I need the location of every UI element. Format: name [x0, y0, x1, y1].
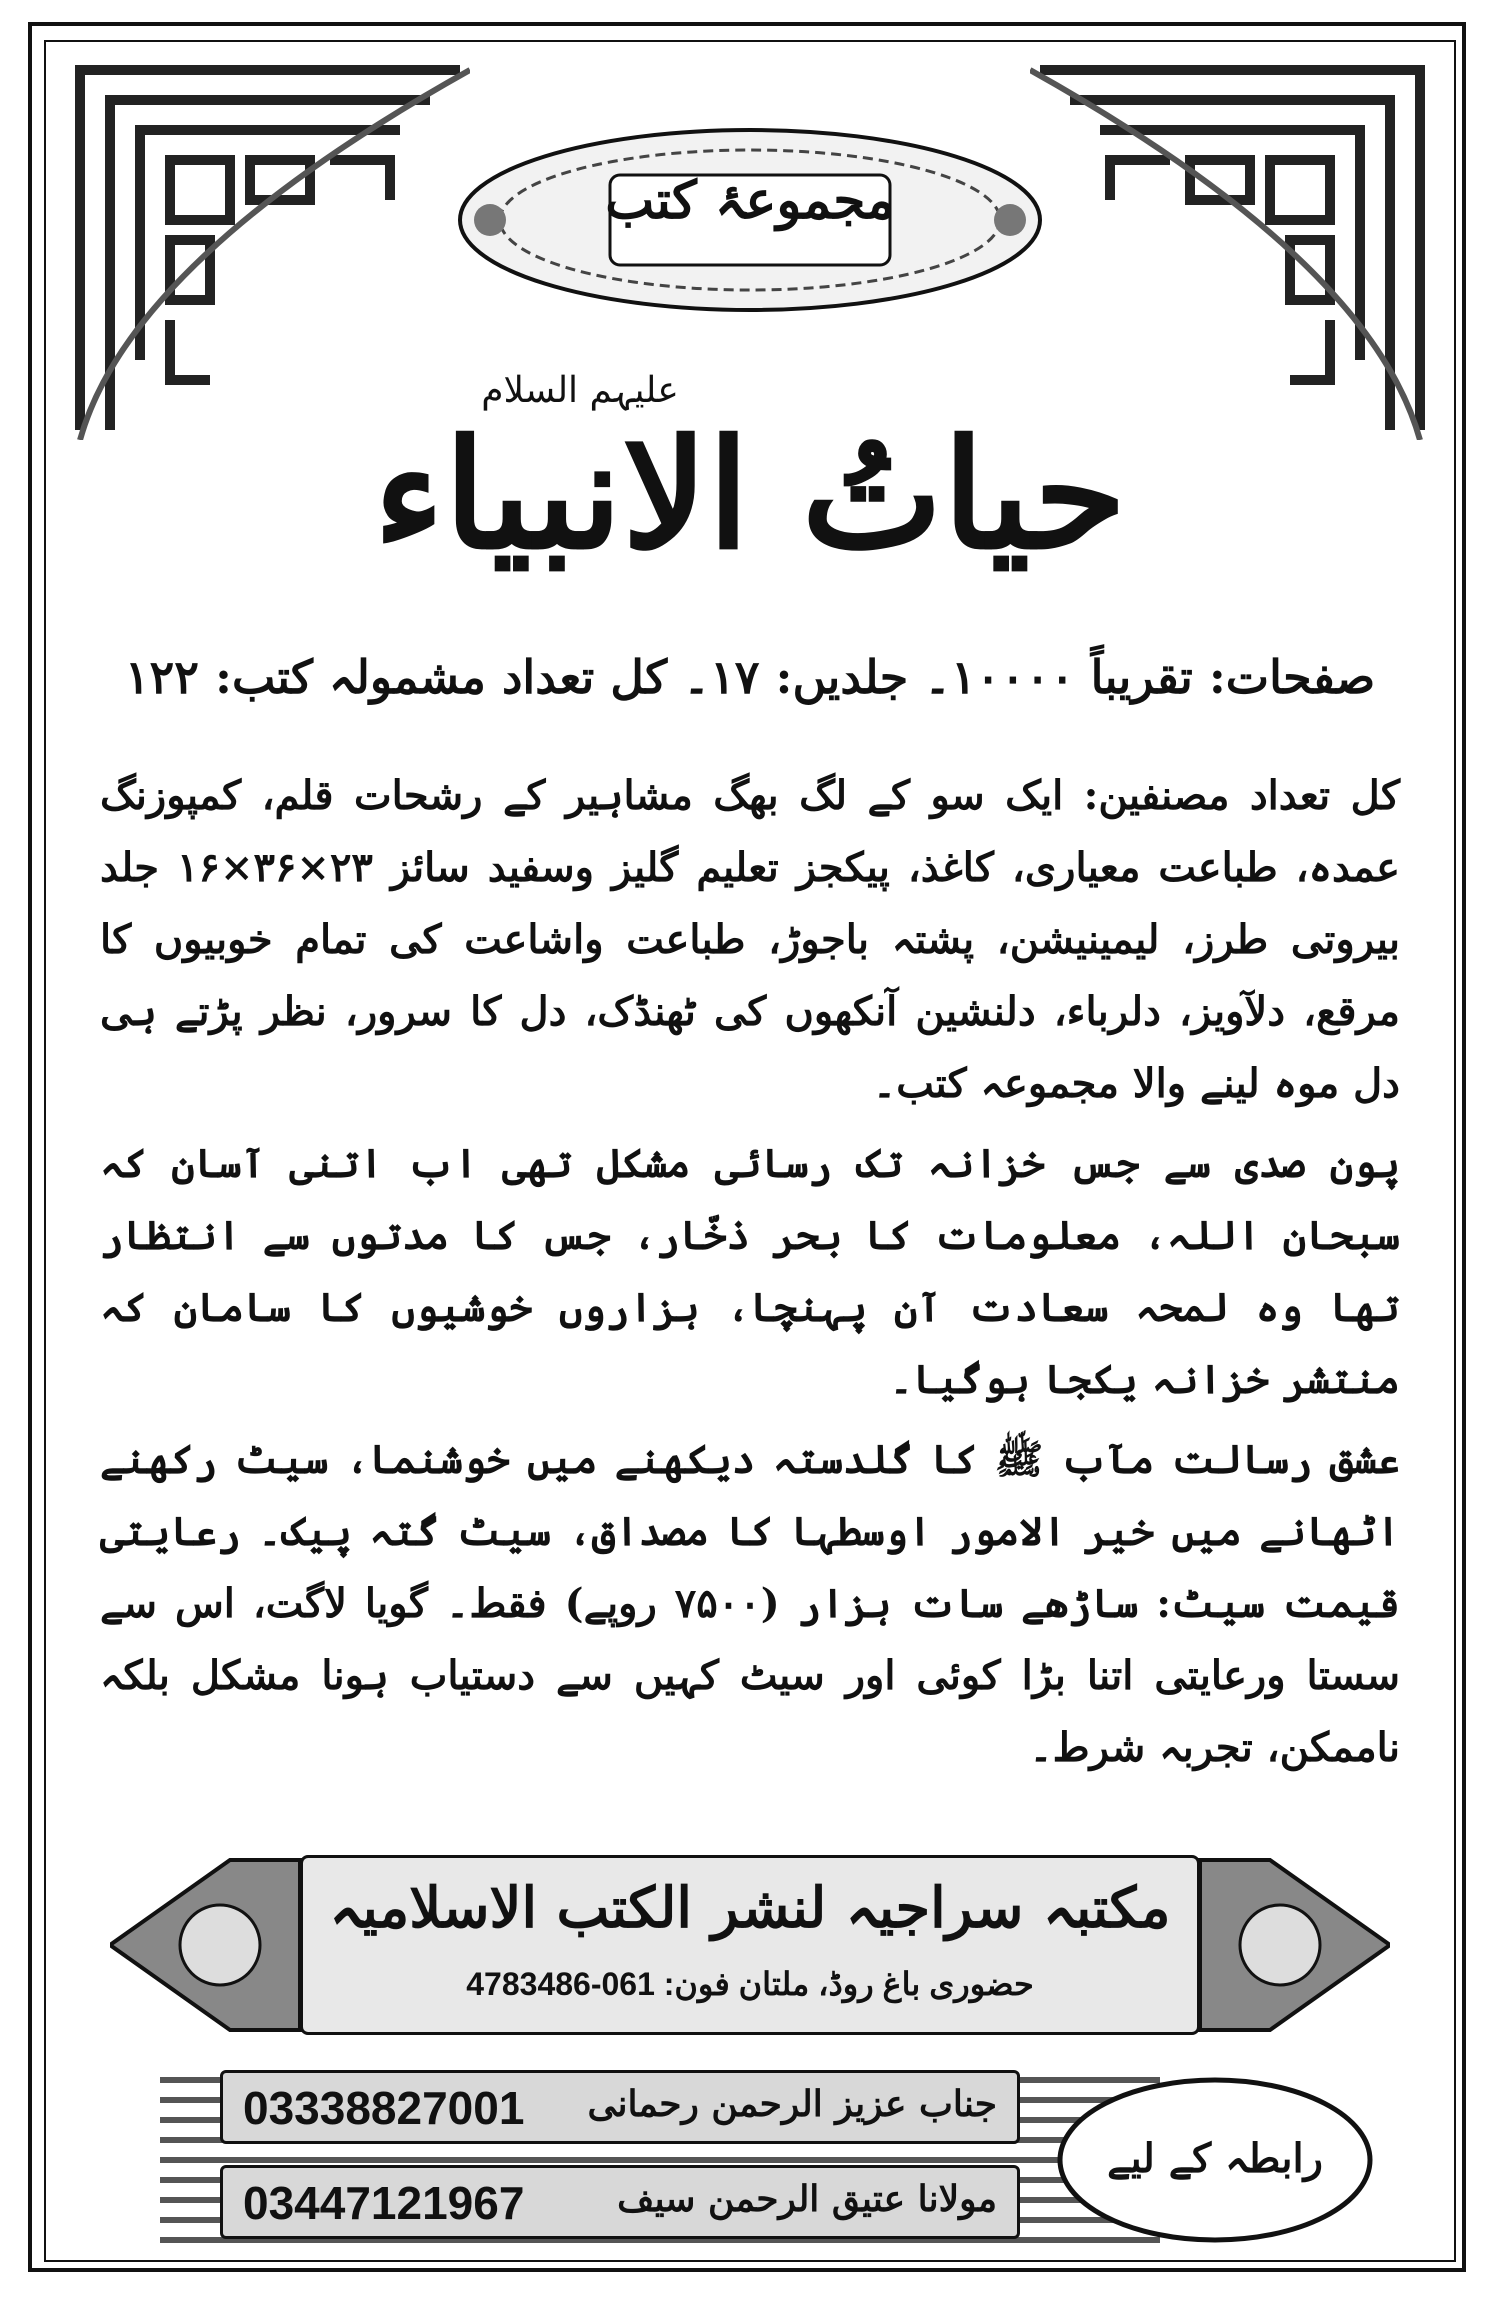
contact-row-2: [220, 2165, 1020, 2239]
contact-name-1: جناب عزیز الرحمن رحمانی: [587, 2083, 997, 2125]
paragraph-3: عشق رسالت مآب ﷺ کا گلدستہ دیکھنے میں خوشنما، سیٹ رکھنے اٹھانے میں خیر الامور اوسطہا کا مصداق، سیٹ گتہ پیک۔ رعایتی قیمت سیٹ: ساڑھے سات ہزار (۷۵۰۰ روپے) فقط۔ گویا لاگت، اس سے سستا ورعایتی اتنا بڑا کوئی اور سیٹ کہیں سے دستیاب ہونا مشکل بلکہ ناممکن، تجربہ شرط۔: [100, 1436, 1400, 1771]
paragraph-2: پون صدی سے جس خزانہ تک رسائی مشکل تھی اب اتنی آسان کہ سبحان اللہ، معلومات کا بحر ذخّار، جس کا مدتوں سے انتظار تھا وہ لمحہ سعادت آن پہنچا، ہزاروں خوشیوں کا سامان کہ منتشر خزانہ یکجا ہوگیا۔: [100, 1140, 1400, 1403]
contact-name-2: مولانا عتیق الرحمن سیف: [617, 2178, 997, 2220]
publisher-name: مکتبہ سراجیہ لنشر الکتب الاسلامیہ: [329, 1875, 1171, 1941]
paragraph-1: کل تعداد مصنفین: ایک سو کے لگ بھگ مشاہیر کے رشحات قلم، کمپوزنگ عمدہ، طباعت معیاری، کاغذ، پیکجز تعلیم گلیز وسفید سائز ۲۳×۳۶×۱۶ جلد بیروتی طرز، لیمینیشن، پشتہ باجوڑ، طباعت واشاعت کی تمام خوبیوں کا مرقع، دلآویز، دلرباء، دلنشین آنکھوں کی ٹھنڈک، دل کا سرور، نظر پڑتے ہی دل موہ لینے والا مجموعہ کتب۔: [100, 772, 1400, 1107]
corner-ornament-left-icon: [70, 60, 470, 440]
publisher-address: حضوری باغ روڈ، ملتان فون: 061-4783486: [466, 1966, 1034, 2002]
corner-ornament-right-icon: [1030, 60, 1430, 440]
contact-label: رابطہ کے لیے: [1107, 2135, 1323, 2182]
contact-row-1: [220, 2070, 1020, 2144]
contact-phone-1[interactable]: 03338827001: [243, 2082, 525, 2134]
collection-label: مجموعۂ کتب: [605, 170, 895, 231]
honorific-text: علیہم السلام: [481, 370, 679, 411]
stats-line: صفحات: تقریباً ۱۰۰۰۰۔ جلدیں: ۱۷۔ کل تعداد مشمولہ کتب: ۱۲۲: [124, 650, 1376, 704]
description-body: [100, 760, 1400, 1792]
main-title: حیاتُ الانبیاء: [373, 407, 1127, 583]
contact-phone-2[interactable]: 03447121967: [243, 2177, 525, 2229]
